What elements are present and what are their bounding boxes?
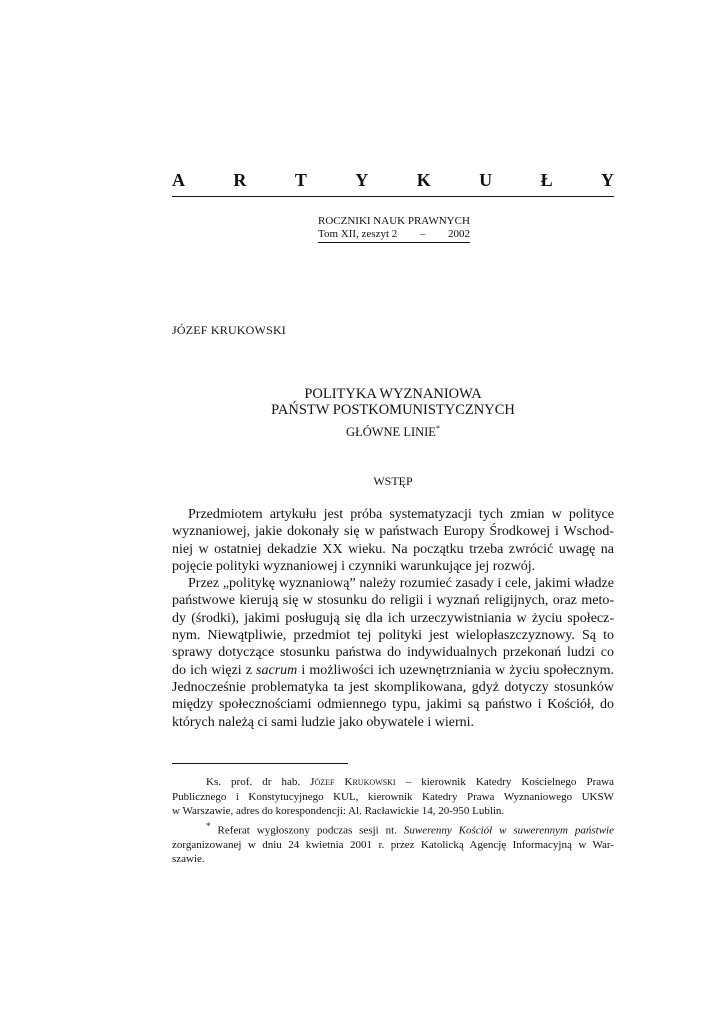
footnote-2-line: szawie.: [172, 853, 205, 866]
footnote-1-line: [172, 775, 614, 790]
journal-info: [318, 215, 470, 241]
footnote-author-first: Józef: [310, 776, 335, 788]
text-line: dy (środki), jakimi posługują się dla ich urzeczywistniania w życiu społecz-: [172, 610, 614, 626]
text-line: niej w ostatniej dekadzie XX wieku. Na początku trzeba zwrócić uwagę na: [172, 541, 614, 557]
section-heading-letter: Ł: [540, 170, 553, 190]
journal-name: ROCZNIKI NAUK PRAWNYCH: [318, 215, 470, 227]
section-heading-letter: A: [172, 170, 185, 190]
footnote-1-line: w Warszawie, adres do korespondencji: Al. Racławickie 14, 20-950 Lublin.: [172, 805, 505, 817]
intro-heading: WSTĘP: [373, 474, 413, 488]
section-heading-letter: T: [294, 170, 307, 190]
text-line: Przedmiotem artykułu jest próba systematyzacji tych zmian w polityce: [188, 507, 614, 522]
section-heading-letter: R: [233, 170, 247, 190]
article-subtitle: [172, 424, 614, 440]
body-text: [172, 506, 614, 731]
article-title-line-1: POLITYKA WYZNANIOWA: [304, 386, 482, 402]
author-name: JÓZEF KRUKOWSKI: [172, 323, 286, 337]
journal-dash: –: [419, 228, 426, 240]
italic-term: sacrum: [256, 662, 298, 678]
text-line: Przez „politykę wyznaniową” należy rozumieć zasady i cele, jakimi władze: [188, 576, 614, 592]
article-title-line-2: PAŃSTW POSTKOMUNISTYCZNYCH: [271, 402, 515, 418]
text-line: [172, 662, 614, 679]
article-subtitle-text: GŁÓWNE LINIE: [346, 425, 436, 440]
section-heading-rule: [172, 196, 614, 197]
footnote-text: Referat wygłoszony podczas sesji nt.: [210, 824, 404, 837]
text-line: których należą ci sami ludzie jako obywatele i wierni.: [172, 714, 475, 730]
text-line: wyznaniowej, jakie dokonały się w państwach Europy Środkowej i Wschod-: [172, 524, 614, 540]
footnote-2-line: [172, 819, 614, 838]
text-segment: do ich więzi z: [172, 662, 257, 678]
footnote-italic-title: Suwerenny Kościół w suwerennym państwie: [403, 824, 614, 837]
journal-volume-row: [318, 228, 470, 241]
journal-volume: Tom XII, zeszyt 2: [318, 228, 398, 240]
section-heading: [172, 170, 614, 192]
paragraph-2: [172, 575, 614, 731]
text-segment: i możliwości ich uzewnętrzniania w życiu społecznym.: [297, 662, 615, 678]
footnote-author-sep: [334, 776, 344, 788]
title-footnote-mark: *: [435, 424, 440, 433]
text-line: nym. Niewątpliwie, przedmiot tej polityki jest wielopłaszczyznowy. Są to: [172, 628, 614, 644]
section-heading-letter: K: [416, 170, 431, 190]
footnote-2-line: zorganizowanej w dniu 24 kwietnia 2001 r. przez Katolicką Agencję Informacyjną w War-: [172, 838, 614, 851]
section-heading-letter: Y: [601, 170, 614, 190]
footnote-text: – kierownik Katedry Kościelnego Prawa: [395, 776, 614, 788]
section-heading-letter: Y: [355, 170, 369, 190]
footnote-rule: [172, 763, 348, 764]
text-line: Jednocześnie problematyka ta jest skomplikowana, gdyż dotyczy stosunków: [172, 679, 614, 695]
text-line: sprawy dotyczące stosunku państwa do indywidualnych przekonań ludzi co: [172, 645, 614, 661]
footnote-1-line: Publicznego i Konstytucyjnego KUL, kierownik Katedry Prawa Wyznaniowego UKSW: [172, 790, 614, 803]
text-line: pojęcie polityki wyznaniowej i czynniki warunkujące jej rozwój.: [172, 558, 536, 574]
footnote-2-mark: *: [206, 820, 211, 831]
section-heading-letter: U: [479, 170, 493, 190]
journal-year: 2002: [447, 228, 470, 240]
text-line: państwowe kierują się w stosunku do religii i wyznań religijnych, oraz meto-: [172, 593, 614, 609]
footnote-author-last: Krukowski: [344, 776, 396, 788]
journal-rule: [318, 242, 470, 243]
text-line: między społecznościami odmiennego typu, jakimi są państwo i Kościół, do: [172, 697, 614, 713]
footnotes: [172, 775, 614, 867]
footnote-text: Ks. prof. dr hab.: [206, 776, 311, 788]
paragraph-1: [172, 506, 614, 575]
